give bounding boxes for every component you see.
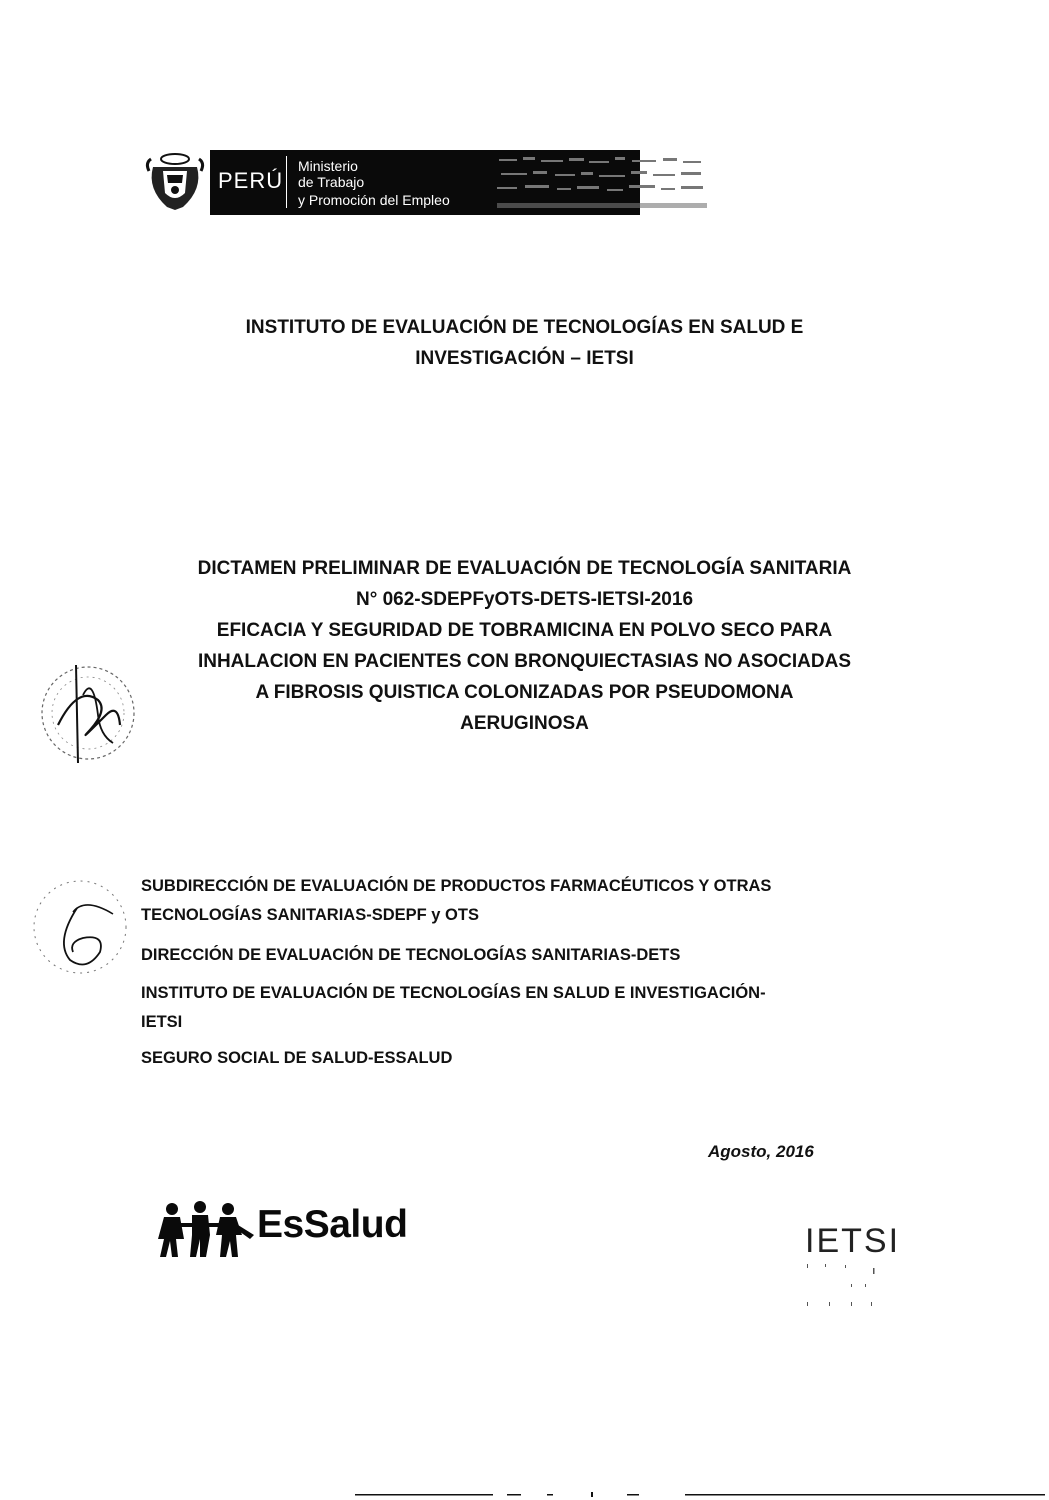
ministry-line-3: y Promoción del Empleo — [298, 192, 450, 208]
org-ietsi-line-2: IETSI — [141, 1013, 183, 1031]
dictamen-line-3: EFICACIA Y SEGURIDAD DE TOBRAMICINA EN POLVO SECO PARA — [216, 620, 833, 641]
dictamen-line-1: DICTAMEN PRELIMINAR DE EVALUACIÓN DE TECNOLOGÍA SANITARIA — [197, 558, 852, 579]
stamp-signature-icon — [28, 655, 148, 770]
coat-of-arms-icon — [145, 149, 205, 211]
dictamen-line-4: INHALACION EN PACIENTES CON BRONQUIECTASIAS NO ASOCIADAS — [197, 651, 852, 672]
institute-title — [0, 312, 1049, 374]
family-figures-icon — [152, 1195, 257, 1259]
dictamen-line-5: A FIBROSIS QUISTICA COLONIZADAS POR PSEUDOMONA — [255, 682, 794, 703]
ministry-header-logo — [145, 145, 705, 220]
ministry-line-2: de Trabajo — [298, 174, 365, 190]
ietsi-logo: IETSI — [805, 1222, 901, 1260]
ministry-line-1: Ministerio — [298, 158, 358, 174]
org-sdepf — [141, 872, 771, 930]
org-ietsi-line-1: INSTITUTO DE EVALUACIÓN DE TECNOLOGÍAS EN SALUD E INVESTIGACIÓN- — [141, 984, 766, 1002]
org-essalud: SEGURO SOCIAL DE SALUD-ESSALUD — [141, 1049, 453, 1067]
peru-label: PERÚ — [218, 168, 284, 193]
stamp-initials-icon — [25, 872, 135, 982]
essalud-logo — [152, 1195, 442, 1265]
scan-noise-texture — [497, 151, 707, 215]
dictamen-title — [0, 553, 1049, 739]
org-sdepf-line-1: SUBDIRECCIÓN DE EVALUACIÓN DE PRODUCTOS FARMACÉUTICOS Y OTRAS — [141, 877, 772, 895]
footer-scan-lines — [355, 1490, 1045, 1500]
essalud-wordmark: EsSalud — [257, 1203, 408, 1246]
org-sdepf-line-2: TECNOLOGÍAS SANITARIAS-SDEPF y OTS — [141, 906, 479, 924]
institute-title-line-2: INVESTIGACIÓN – IETSI — [415, 348, 634, 369]
dictamen-line-2: N° 062-SDEPFyOTS-DETS-IETSI-2016 — [355, 589, 694, 610]
dictamen-line-6: AERUGINOSA — [460, 713, 589, 734]
banner-divider — [286, 156, 287, 208]
document-date: Agosto, 2016 — [708, 1142, 814, 1161]
institute-title-line-1: INSTITUTO DE EVALUACIÓN DE TECNOLOGÍAS EN SALUD E — [245, 317, 804, 338]
ietsi-dotted-lines — [805, 1262, 905, 1312]
org-dets: DIRECCIÓN DE EVALUACIÓN DE TECNOLOGÍAS SANITARIAS-DETS — [141, 946, 681, 964]
org-ietsi — [141, 979, 766, 1037]
